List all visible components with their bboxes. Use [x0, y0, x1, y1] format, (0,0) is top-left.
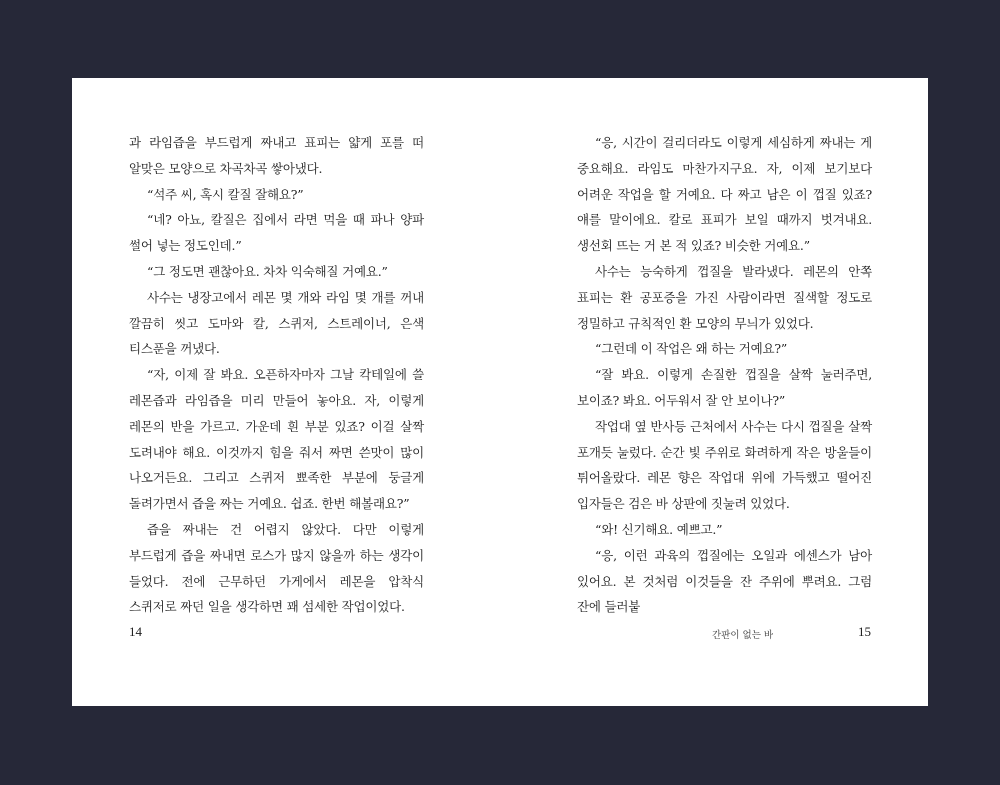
paragraph: 사수는 냉장고에서 레몬 몇 개와 라임 몇 개를 꺼내 깔끔히 씻고 도마와 칼, 스퀴저, 스트레이너, 은색 티스푼을 꺼냈다. — [129, 289, 424, 357]
paragraph: “석주 씨, 혹시 칼질 잘해요?” — [147, 186, 304, 202]
paragraph: “응, 이런 과육의 껍질에는 오일과 에센스가 남아 있어요. 본 것처럼 이것들을 잔 주위에 뿌려요. 그럼 잔에 들러붙 — [577, 547, 872, 615]
paragraph: “응, 시간이 걸리더라도 이렇게 세심하게 짜내는 게 중요해요. 라임도 마찬가지구요. 자, 이제 보기보다 어려운 작업을 할 거예요. 다 짜고 남은 이 껍질 있죠? 얘를 말이에요. 칼로 표피가 보일 때까지 벗겨내요. 생선회 뜨는 거 본 적 있죠? 비슷한 거예요.” — [577, 135, 872, 254]
page-number-right: 15 — [858, 624, 871, 639]
paragraph: “와! 신기해요. 예쁘고.” — [595, 521, 723, 537]
paragraph: “그 정도면 괜찮아요. 차차 익숙해질 거예요.” — [147, 263, 388, 279]
right-page — [577, 130, 872, 620]
paragraph: 과 라임즙을 부드럽게 짜내고 표피는 얇게 포를 떠 알맞은 모양으로 차곡차곡 쌓아냈다. — [129, 135, 424, 176]
paragraph: “자, 이제 잘 봐요. 오픈하자마자 그날 칵테일에 쓸 레몬즙과 라임즙을 미리 만들어 놓아요. 자, 이렇게 레몬의 반을 가르고. 가운데 흰 부분 있죠? 이걸 살짝 도려내야 해요. 이것까지 힘을 줘서 짜면 쓴맛이 많이 나오거든요. 그리고 스퀴저 뾰족한 부분에 둥글게 돌려가면서 즙을 짜는 거예요. 쉽죠. 한번 해볼래요?” — [129, 367, 424, 512]
running-title: 간판이 없는 바 — [712, 630, 774, 641]
paragraph: “잘 봐요. 이렇게 손질한 껍질을 살짝 눌러주면, 보이죠? 봐요. 어두워서 잘 안 보이나?” — [577, 367, 872, 408]
paragraph: “네? 아뇨, 칼질은 집에서 라면 먹을 때 파나 양파 썰어 넣는 정도인데.” — [129, 212, 424, 254]
book-spread — [72, 78, 928, 706]
paragraph: 작업대 옆 반사등 근처에서 사수는 다시 껍질을 살짝 포개듯 눌렀다. 순간 빛 주위로 화려하게 작은 방울들이 튀어올랐다. 레몬 향은 작업대 위에 가득했고 떨어진 입자들은 검은 바 상판에 짓눌려 있었다. — [577, 418, 872, 512]
page-number-left: 14 — [129, 624, 142, 639]
left-page — [129, 130, 424, 620]
paragraph: 사수는 능숙하게 껍질을 발라냈다. 레몬의 안쪽 표피는 환 공포증을 가진 사람이라면 질색할 정도로 정밀하고 규칙적인 환 모양의 무늬가 있었다. — [577, 263, 872, 331]
paragraph: 즙을 짜내는 건 어렵지 않았다. 다만 이렇게 부드럽게 즙을 짜내면 로스가 많지 않을까 하는 생각이 들었다. 전에 근무하던 가게에서 레몬을 압착식 스퀴저로 짜던 일을 생각하면 꽤 섬세한 작업이었다. — [129, 521, 424, 615]
paragraph: “그런데 이 작업은 왜 하는 거예요?” — [595, 341, 788, 357]
